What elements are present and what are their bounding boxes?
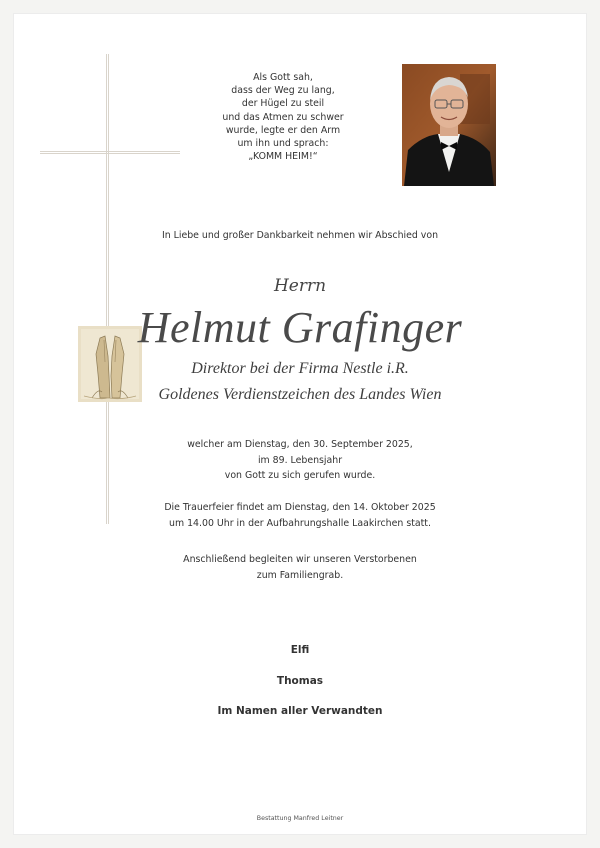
burial-info xyxy=(14,552,586,583)
funeral-info-line: Die Trauerfeier findet am Dienstag, den 14. Oktober 2025 xyxy=(164,502,436,513)
mourner-name: Elfi xyxy=(290,644,310,656)
poem-line: der Hügel zu steil xyxy=(241,98,325,110)
funeral-home: Bestattung Manfred Leitner xyxy=(256,815,344,822)
poem-line: um ihn und sprach: xyxy=(237,138,329,150)
salutation: Herrn xyxy=(273,276,327,296)
funeral-info xyxy=(14,500,586,531)
mourner-relatives: Im Namen aller Verwandten xyxy=(217,705,383,717)
portrait-photo xyxy=(402,64,496,186)
mourner-name: Thomas xyxy=(276,675,324,687)
death-notice-line: im 89. Lebensjahr xyxy=(257,454,343,466)
deceased-title: Direktor bei der Firma Nestle i.R. xyxy=(191,360,409,377)
poem-line: dass der Weg zu lang, xyxy=(231,85,335,97)
death-notice-line: welcher am Dienstag, den 30. September 2025, xyxy=(187,439,413,450)
poem-line: Als Gott sah, xyxy=(253,72,313,83)
funeral-info-line: um 14.00 Uhr in der Aufbahrungshalle Laakirchen statt. xyxy=(169,517,431,529)
deceased-name: Helmut Grafinger xyxy=(137,303,463,352)
death-notice xyxy=(14,437,586,484)
deceased-honor: Goldenes Verdienstzeichen des Landes Wien xyxy=(158,386,442,403)
intro-text: In Liebe und großer Dankbarkeit nehmen wir Abschied von xyxy=(161,230,439,241)
poem-line: und das Atmen zu schwer xyxy=(222,111,344,123)
burial-info-line: Anschließend begleiten wir unseren Verstorbenen xyxy=(183,554,417,565)
poem-line: wurde, legte er den Arm xyxy=(225,124,341,136)
burial-info-line: zum Familiengrab. xyxy=(256,569,344,581)
cross-icon-bar xyxy=(40,151,180,154)
death-notice-line: von Gott zu sich gerufen wurde. xyxy=(224,470,376,481)
obituary-page xyxy=(14,14,586,834)
poem-line: „KOMM HEIM!“ xyxy=(248,151,318,163)
poem xyxy=(198,71,368,163)
